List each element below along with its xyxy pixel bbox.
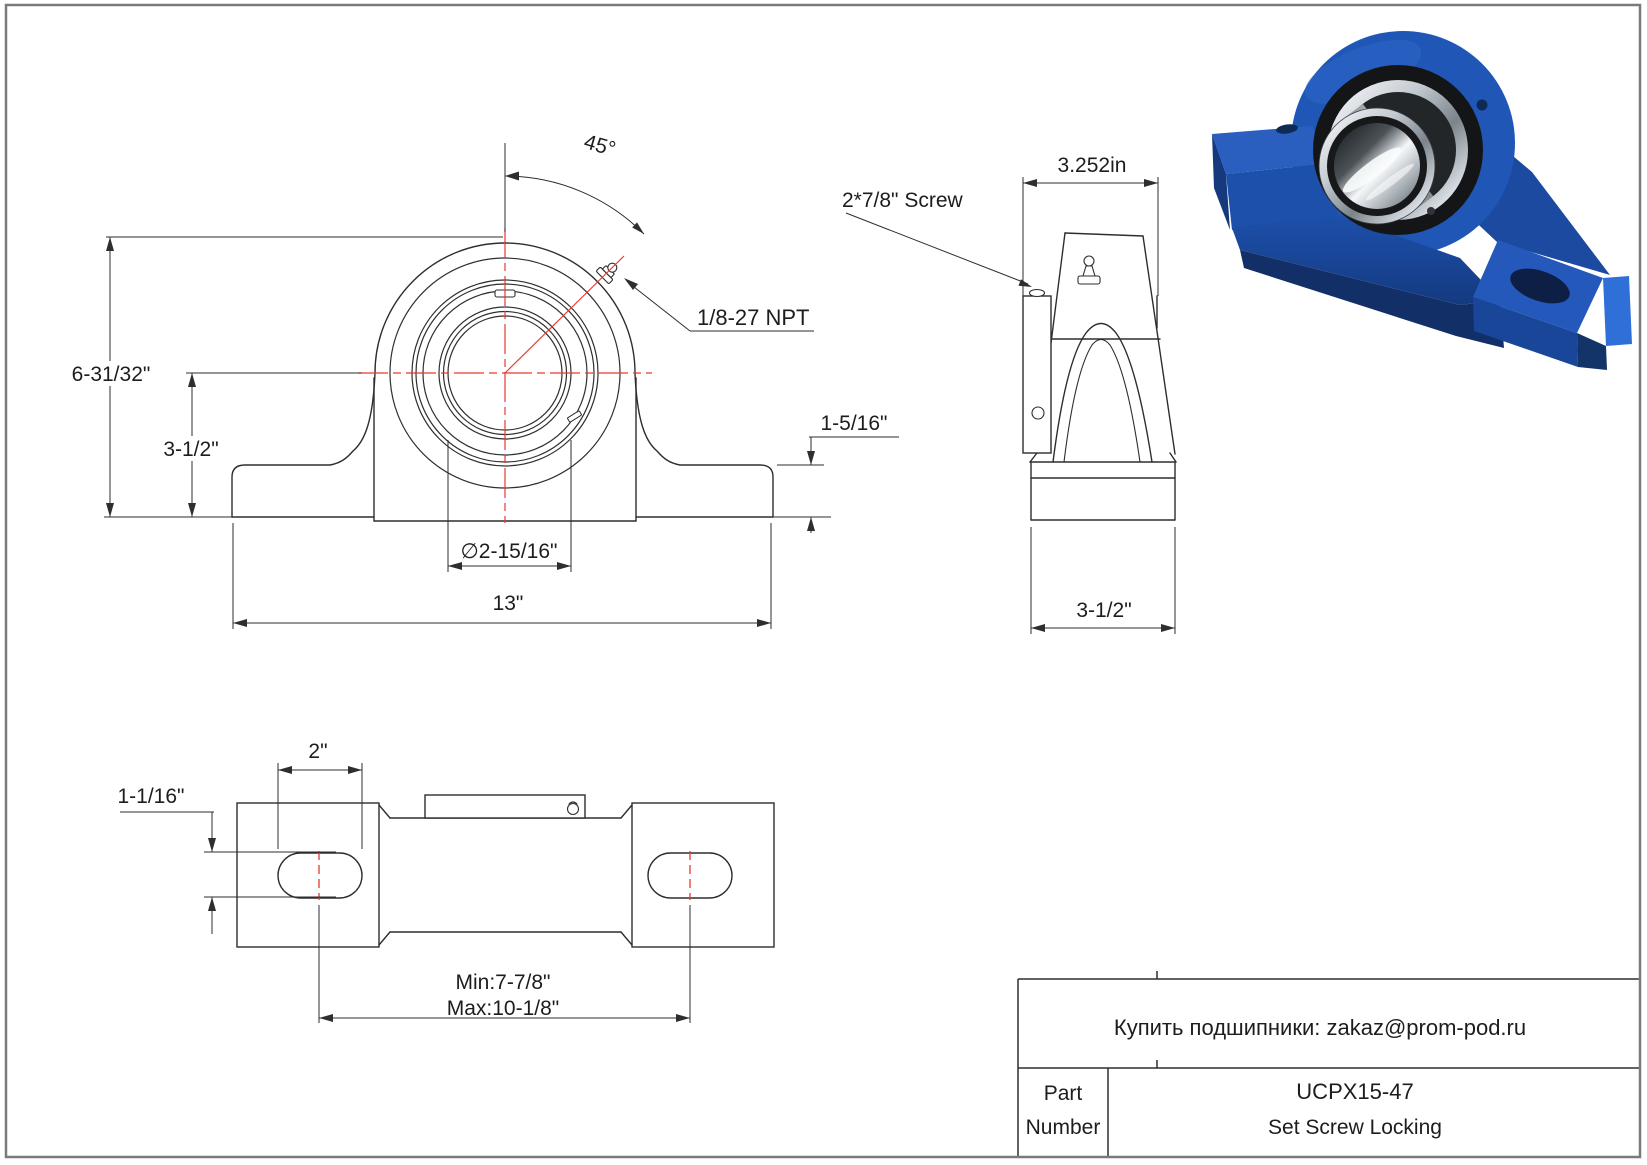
title-contact: Купить подшипники: zakaz@prom-pod.ru — [1113, 1015, 1527, 1040]
top-centerlines — [319, 851, 690, 900]
top-right-plate — [632, 803, 774, 947]
dim-slot-length-label: 2" — [308, 740, 328, 763]
title-part-label-2: Number — [1025, 1116, 1101, 1139]
side-right-slope — [1143, 236, 1175, 454]
title-locking-type: Set Screw Locking — [1268, 1116, 1442, 1139]
front-centerlines — [358, 228, 652, 523]
dim-base-width-label: 13" — [492, 592, 524, 615]
top-cap-screw — [568, 802, 579, 815]
front-right-leg — [635, 373, 773, 517]
side-plate-screw — [1030, 290, 1045, 297]
top-left-plate — [237, 803, 379, 947]
side-collar-plate — [1023, 296, 1051, 453]
render-right-foot-front2 — [1577, 333, 1607, 370]
top-view — [237, 795, 774, 947]
dim-base-height-label: 1-5/16" — [820, 412, 888, 435]
dim-angle-label: 45° — [581, 130, 619, 162]
front-view — [232, 243, 773, 521]
side-view — [1023, 233, 1176, 520]
dim-center-height-label: 3-1/2" — [163, 438, 219, 461]
dim-bolt-max-label: Max:10-1/8" — [446, 997, 560, 1020]
dim-slot-width-label: 1-1/16" — [117, 785, 185, 808]
side-set-screw — [1032, 407, 1044, 419]
render-screw-hole — [1477, 100, 1488, 111]
dim-housing-width-label: 3.252in — [1057, 154, 1127, 177]
top-left-slot — [278, 853, 362, 898]
dim-screw-label: 2*7/8" Screw — [842, 189, 963, 212]
side-dimensions — [846, 177, 1175, 634]
dim-bore-label: ∅2-15/16" — [460, 540, 558, 563]
side-grease-fitting — [1078, 256, 1100, 284]
top-cap — [425, 795, 585, 818]
render-right-foot-side — [1603, 276, 1632, 346]
leader-screw-line — [846, 213, 1028, 284]
leader-npt-line — [629, 283, 690, 331]
dim-45-arc — [505, 176, 644, 234]
side-cap-top — [1065, 233, 1143, 236]
dim-npt-label: 1/8-27 NPT — [697, 305, 810, 330]
dim-base-depth-label: 3-1/2" — [1076, 599, 1132, 622]
render-collar-setscrew-2 — [1427, 207, 1435, 215]
render-3d — [1212, 27, 1632, 370]
dim-bolt-min-label: Min:7-7/8" — [455, 971, 551, 994]
dim-overall-height-label: 6-31/32" — [71, 363, 151, 386]
title-part-label-1: Part — [1043, 1082, 1083, 1105]
title-part-number: UCPX15-47 — [1296, 1079, 1414, 1104]
top-dimensions — [117, 763, 690, 1023]
front-left-leg — [232, 373, 375, 517]
